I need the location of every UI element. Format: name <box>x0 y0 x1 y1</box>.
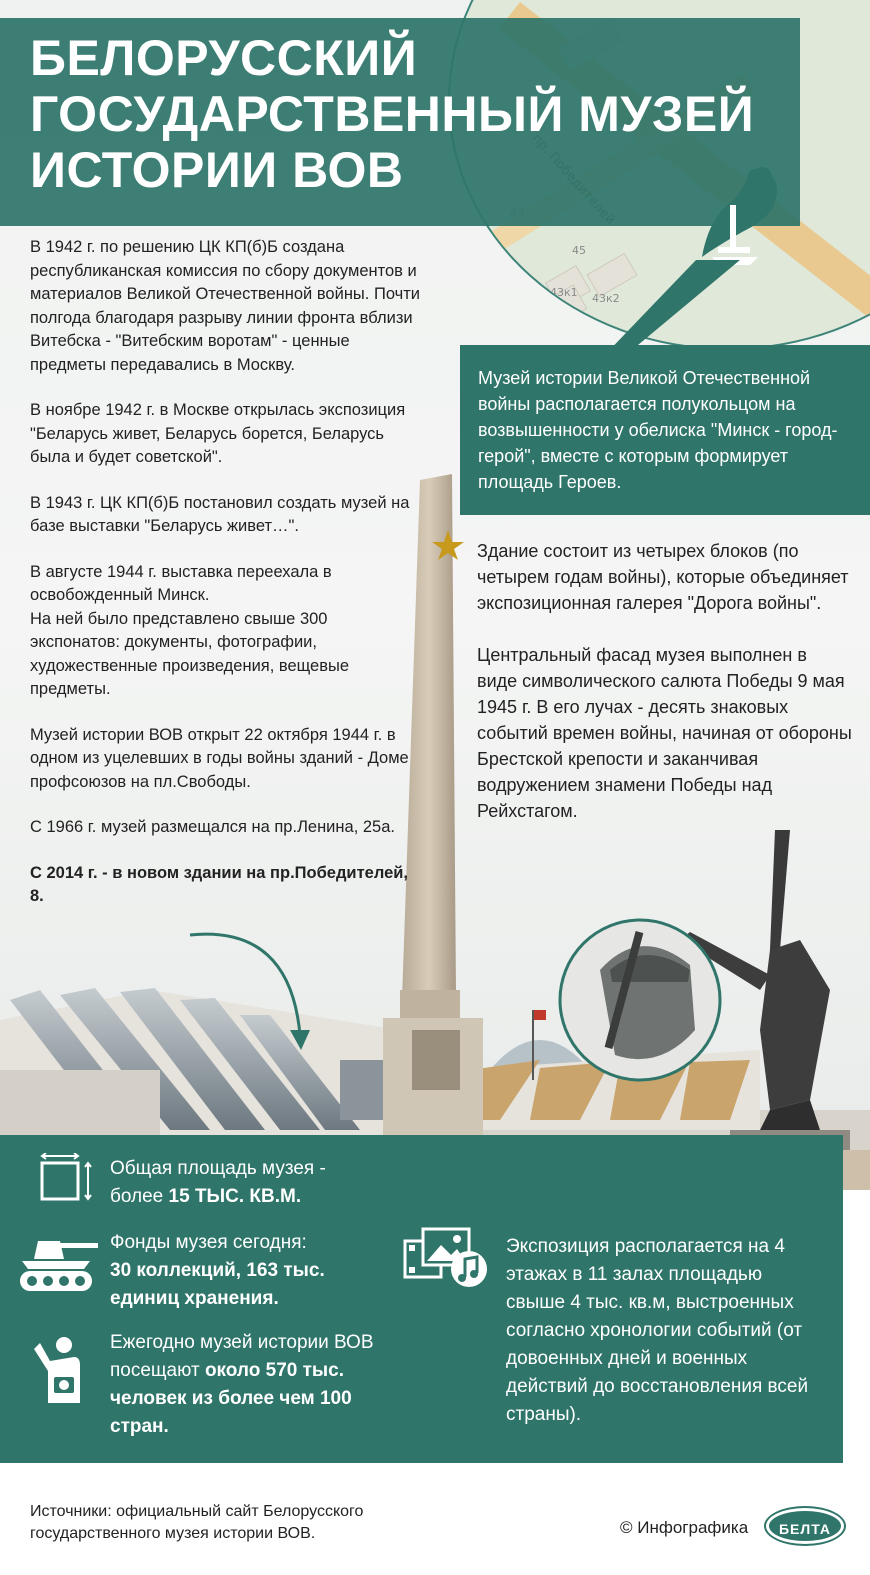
history-paragraph: Музей истории ВОВ открыт 22 октября 1944 г. в одном из уцелевших в годы войны зданий - Доме профсоюзов на пл.Свободы. <box>30 725 409 791</box>
stat-visitors-value: около 570 тыс. человек из более чем 100 стран. <box>110 1360 352 1437</box>
stat-funds-text: Фонды музея сегодня: <box>110 1232 307 1253</box>
stat-funds <box>110 1229 380 1313</box>
stat-visitors-text: Ежегодно музей истории ВОВ посещают <box>110 1332 374 1381</box>
history-paragraph: В 1942 г. по решению ЦК КП(б)Б создана республиканская комиссия по сбору документов и материалов Великой Отечественной войны. Почти полгода благодаря разрыву линии фронта вблизи Витебска - "Витебским воротам" - ценные предметы передавались в Москву. <box>30 238 421 374</box>
map-label: 16 <box>520 302 534 315</box>
area-icon <box>38 1153 98 1205</box>
map-label: 42 <box>510 324 524 337</box>
stat-exposition: Экспозиция располагается на 4 этажах в 11 залах площадью свыше 4 тыс. кв.м, выстроенных согласно хронологии событий (от довоенных дней и военных действий до восстановления всей страны). <box>506 1236 809 1425</box>
stat-visitors <box>110 1329 400 1441</box>
curved-arrow-icon <box>180 925 340 1055</box>
sources-text: Источники: официальный сайт Белорусского государственного музея истории ВОВ. <box>30 1503 364 1542</box>
history-paragraph: В августе 1944 г. выставка переехала в освобожденный Минск. <box>30 562 332 604</box>
tank-icon <box>18 1235 100 1295</box>
infographic-credit: © Инфографика <box>620 1518 749 1537</box>
belta-logo: БЕЛТА <box>766 1508 844 1544</box>
history-paragraph: В ноябре 1942 г. в Москве открылась экспозиция "Беларусь живет, Беларусь борется, Беларусь была и будет советской". <box>30 401 406 466</box>
history-paragraph-highlight: С 2014 г. - в новом здании на пр.Победителей, 8. <box>30 863 409 905</box>
building-description <box>477 538 852 850</box>
history-paragraph: На ней было представлено свыше 300 экспонатов: документы, фотографии, художественные произведения, вещевые предметы. <box>30 609 350 698</box>
page-title: БЕЛОРУССКИЙ ГОСУДАРСТВЕННЫЙ МУЗЕЙ ИСТОРИИ ВОВ <box>30 30 755 198</box>
building-paragraph: Здание состоит из четырех блоков (по четырем годам войны), которые объединяет экспозиционная галерея "Дорога войны". <box>477 541 849 613</box>
stat-area-value: 15 ТЫС. КВ.М. <box>168 1186 302 1207</box>
map-label: 43к2 <box>592 292 620 305</box>
media-icon <box>403 1227 491 1289</box>
history-paragraph: С 1966 г. музей размещался на пр.Ленина, 25а. <box>30 818 395 836</box>
history-paragraph: В 1943 г. ЦК КП(б)Б постановил создать музей на базе выставки "Беларусь живет…". <box>30 493 410 535</box>
map-label: 43к1 <box>550 286 578 299</box>
stat-area <box>110 1155 370 1211</box>
stat-area-text: Общая площадь музея - более <box>110 1158 326 1207</box>
location-info-box: Музей истории Великой Отечественной войны располагается полукольцом на возвышенности у обелиска "Минск - город-герой", вместе с которым формирует площадь Героев. <box>460 345 870 515</box>
building-paragraph: Центральный фасад музея выполнен в виде символического салюта Победы 9 мая 1945 г. В его лучах - десять знаковых событий времен войны, начиная от обороны Брестской крепости и заканчивая водружением знамени Победы над Рейхстагом. <box>477 645 852 821</box>
footer <box>0 1463 870 1575</box>
stat-funds-value: 30 коллекций, 163 тыс. единиц хранения. <box>110 1260 325 1309</box>
stats-panel <box>0 1135 843 1463</box>
map-label: 45 <box>572 244 586 257</box>
history-column <box>30 236 420 931</box>
visitor-icon <box>28 1335 84 1405</box>
